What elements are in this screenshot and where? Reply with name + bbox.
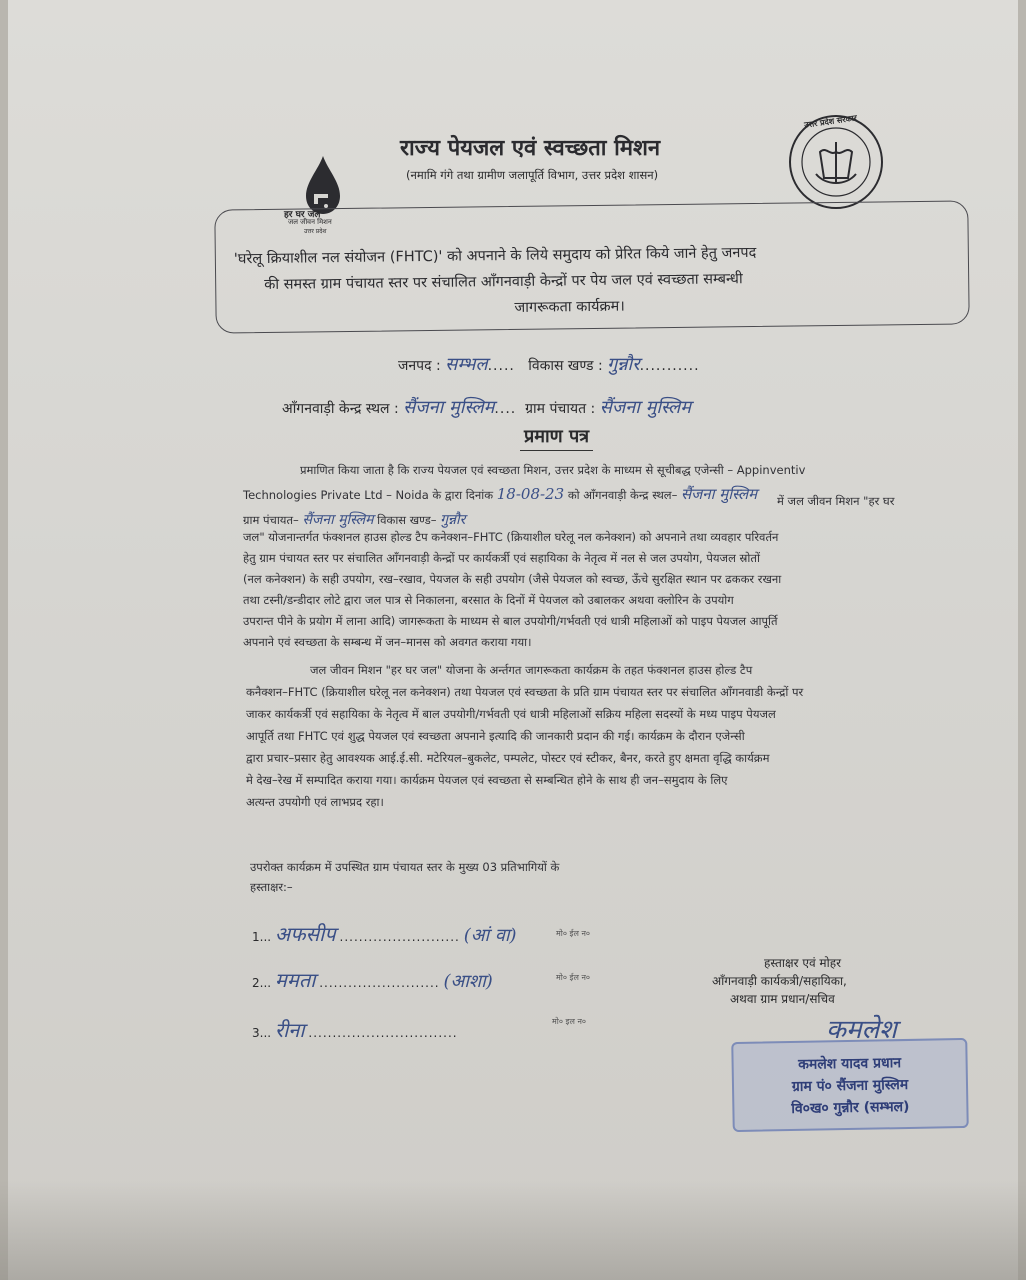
p1-line-9: अपनाने एवं स्वच्छता के सम्बन्ध में जन–मानस को अवगत कराया गया। (243, 635, 532, 649)
p2-line-4: आपूर्ति तथा FHTC एवं शुद्ध पेयजल एवं स्वच्छता अपनाने इत्यादि की जानकारी प्रदान की गई। कार्यक्रम के दौरान एजेन्सी (246, 729, 745, 743)
p1-line-4: जल" योजनान्तर्गत फंक्शनल हाउस होल्ड टैप कनेक्शन–FHTC (क्रियाशील घरेलू नल कनेक्शन) को अपनाने तथा व्यवहार परिवर्तन (243, 530, 779, 544)
participant-2-role: (आशा) (443, 971, 493, 992)
certificate-heading: प्रमाण पत्र (520, 424, 593, 451)
logo-caption: हर घर जल (284, 210, 321, 220)
p1-line-8: उपरान्त पीने के प्रयोग में लाना आदि) जागरूकता के माध्यम से बाल उपयोगी/गर्भवती एवं धात्री महिलाओं को पाइप पेयजल आपूर्ति (243, 614, 778, 628)
p1-line-2-cont: को आँगनवाड़ी केन्द्र स्थल– (567, 488, 678, 502)
participant-2-name: ममता (274, 968, 316, 992)
block-value: गुन्नौर (607, 354, 640, 375)
signatory-line-2: आँगनवाड़ी कार्यकत्री/सहायिका, (712, 974, 847, 988)
paper-shadow (0, 1180, 1026, 1280)
anganwadi-row: आँगनवाड़ी केन्द्र स्थल : सैंजना मुस्लिम.... ग्राम पंचायत : सैंजना मुस्लिम (282, 397, 691, 418)
anganwadi-value: सैंजना मुस्लिम (403, 397, 495, 418)
p2-line-3: जाकर कार्यकर्त्री एवं सहायिका के नेतृत्व में बाल उपयोगी/गर्भवती एवं धात्री महिलाओं सक्रिय महिला सदस्यों के मध्य पाइप पेयजल (246, 707, 776, 721)
participant-3-name: रीना (274, 1018, 305, 1042)
participant-row-3: 3... रीना ............................... (252, 1018, 458, 1042)
anganwadi-label: आँगनवाड़ी केन्द्र स्थल : (282, 401, 399, 417)
p1-line-3 (243, 510, 465, 529)
participant-1-note: मो० ईल न० (556, 929, 591, 938)
banner-line-1: 'घरेलू क्रियाशील नल संयोजन (FHTC)' को अपनाने के लिये समुदाय को प्रेरित किये जाने हेतु जनपद (233, 244, 757, 268)
p1-block-label: विकास खण्ड– (377, 513, 437, 527)
participant-row-1: 1... अफसीप ......................... (आं वा) (252, 922, 517, 946)
p1-line-7: तथा टस्नी/डन्डीदार लोटे द्वारा जल पात्र से निकालना, बरसात के दिनों में पेयजल को उबालकर अथवा क्लोरिन के उपयोग (243, 593, 734, 607)
participants-intro: उपरोक्त कार्यक्रम में उपस्थित ग्राम पंचायत स्तर के मुख्य 03 प्रतिभागियों के (250, 860, 560, 874)
p1-line-6: (नल कनेक्शन) के सही उपयोग, रख–रखाव, पेयजल के सही उपयोग (जैसे पेयजल को स्वच्छ, ऊँचे सुरक्षित स्थान पर ढककर रखना (243, 572, 782, 586)
official-stamp (731, 1038, 969, 1132)
stamp-line-2: ग्राम पं० सैंजना मुस्लिम (791, 1076, 909, 1096)
block-label: विकास खण्ड : (528, 358, 603, 374)
participant-3-note: मो० इल न० (552, 1017, 587, 1026)
p1-panchayat: सैंजना मुस्लिम (302, 512, 374, 528)
p2-line-5: द्वारा प्रचार–प्रसार हेतु आवश्यक आई.ई.सी. मटेरियल–बुकलेट, पम्पलेट, पोस्टर एवं स्टीकर, बैनर, करते हुए क्षमता वृद्धि कार्यक्रम (246, 751, 770, 765)
logo-state: उत्तर प्रदेश (304, 228, 327, 235)
panchayat-label: ग्राम पंचायत : (525, 401, 596, 417)
signatory-line-1: हस्ताक्षर एवं मोहर (764, 956, 842, 970)
p2-line-6: मे देख–रेख में सम्पादित कराया गया। कार्यक्रम पेयजल एवं स्वच्छता से सम्बन्धित होने के साथ ही जन–समुदाय के लिए (246, 773, 728, 787)
page-title: राज्य पेयजल एवं स्वच्छता मिशन (400, 136, 661, 161)
participant-row-2: 2... ममता ......................... (आशा) (252, 968, 493, 992)
p1-line-3-tail: में जल जीवन मिशन "हर घर (777, 494, 895, 508)
stamp-line-1: कमलेश यादव प्रधान (798, 1055, 902, 1073)
program-date: 18-08-23 (496, 485, 565, 503)
panchayat-value: सैंजना मुस्लिम (599, 397, 691, 418)
p1-line-2-text: Technologies Private Ltd – Noida के द्वारा दिनांक (243, 488, 494, 502)
participant-1-role: (आं वा) (463, 925, 517, 946)
program-banner (214, 200, 969, 333)
emblem-caption: उत्तर प्रदेश सरकार (803, 113, 858, 130)
participant-2-num: 2. (252, 976, 264, 990)
logo-subcaption: जल जीवन मिशन (288, 218, 332, 226)
stamp-line-3: वि०ख० गुन्नौर (सम्भल) (791, 1098, 910, 1118)
district-label: जनपद : (398, 358, 441, 374)
p2-line-7: अत्यन्त उपयोगी एवं लाभप्रद रहा। (246, 795, 384, 809)
district-row: जनपद : सम्भल..... विकास खण्ड : गुन्नौर........... (398, 354, 700, 375)
banner-line-3: जागरूकता कार्यक्रम। (514, 298, 625, 316)
participant-2-note: मो० ईल न० (556, 973, 591, 982)
banner-line-2: की समस्त ग्राम पंचायत स्तर पर संचालित आँगनवाड़ी केन्द्रों पर पेय जल एवं स्वच्छता सम्बन्धी (264, 271, 743, 294)
p2-line-1: जल जीवन मिशन "हर घर जल" योजना के अर्न्तगत जागरूकता कार्यक्रम के तहत फंक्शनल हाउस होल्ड टैप (310, 663, 753, 677)
signatory-line-3: अथवा ग्राम प्रधान/सचिव (730, 992, 835, 1006)
participants-intro-2: हस्ताक्षर:– (250, 880, 293, 894)
page-subtitle: (नमामि गंगे तथा ग्रामीण जलापूर्ति विभाग, उत्तर प्रदेश शासन) (406, 168, 659, 182)
participant-1-num: 1. (252, 930, 264, 944)
participant-1-name: अफसीप (274, 922, 336, 946)
p2-line-2: कनैक्शन–FHTC (क्रियाशील घरेलू नल कनेक्शन) तथा पेयजल एवं स्वच्छता के प्रति ग्राम पंचायत स्तर पर संचालित आँगनवाडी केन्द्रों पर (246, 685, 804, 699)
p1-line-2 (243, 484, 757, 504)
p1-panchayat-label: ग्राम पंचायत– (243, 513, 299, 527)
p1-line-5: हेतु ग्राम पंचायत स्तर पर संचालित आँगनवाड़ी केन्द्रों पर कार्यकर्त्री एवं सहायिका के नेतृत्व में नल से जल उपयोग, पेयजल स्रोतों (243, 551, 760, 565)
p1-line-1: प्रमाणित किया जाता है कि राज्य पेयजल एवं स्वच्छता मिशन, उत्तर प्रदेश के माध्यम से सूचीबद्ध एजेन्सी – Appinventiv (300, 463, 806, 477)
p1-block: गुन्नौर (440, 512, 466, 528)
district-value: सम्भल (445, 354, 488, 375)
participant-3-num: 3. (252, 1026, 264, 1040)
p1-site: सैंजना मुस्लिम (681, 485, 758, 503)
up-government-emblem (786, 112, 886, 212)
pradhan-signature: कमलेश (826, 1015, 897, 1045)
